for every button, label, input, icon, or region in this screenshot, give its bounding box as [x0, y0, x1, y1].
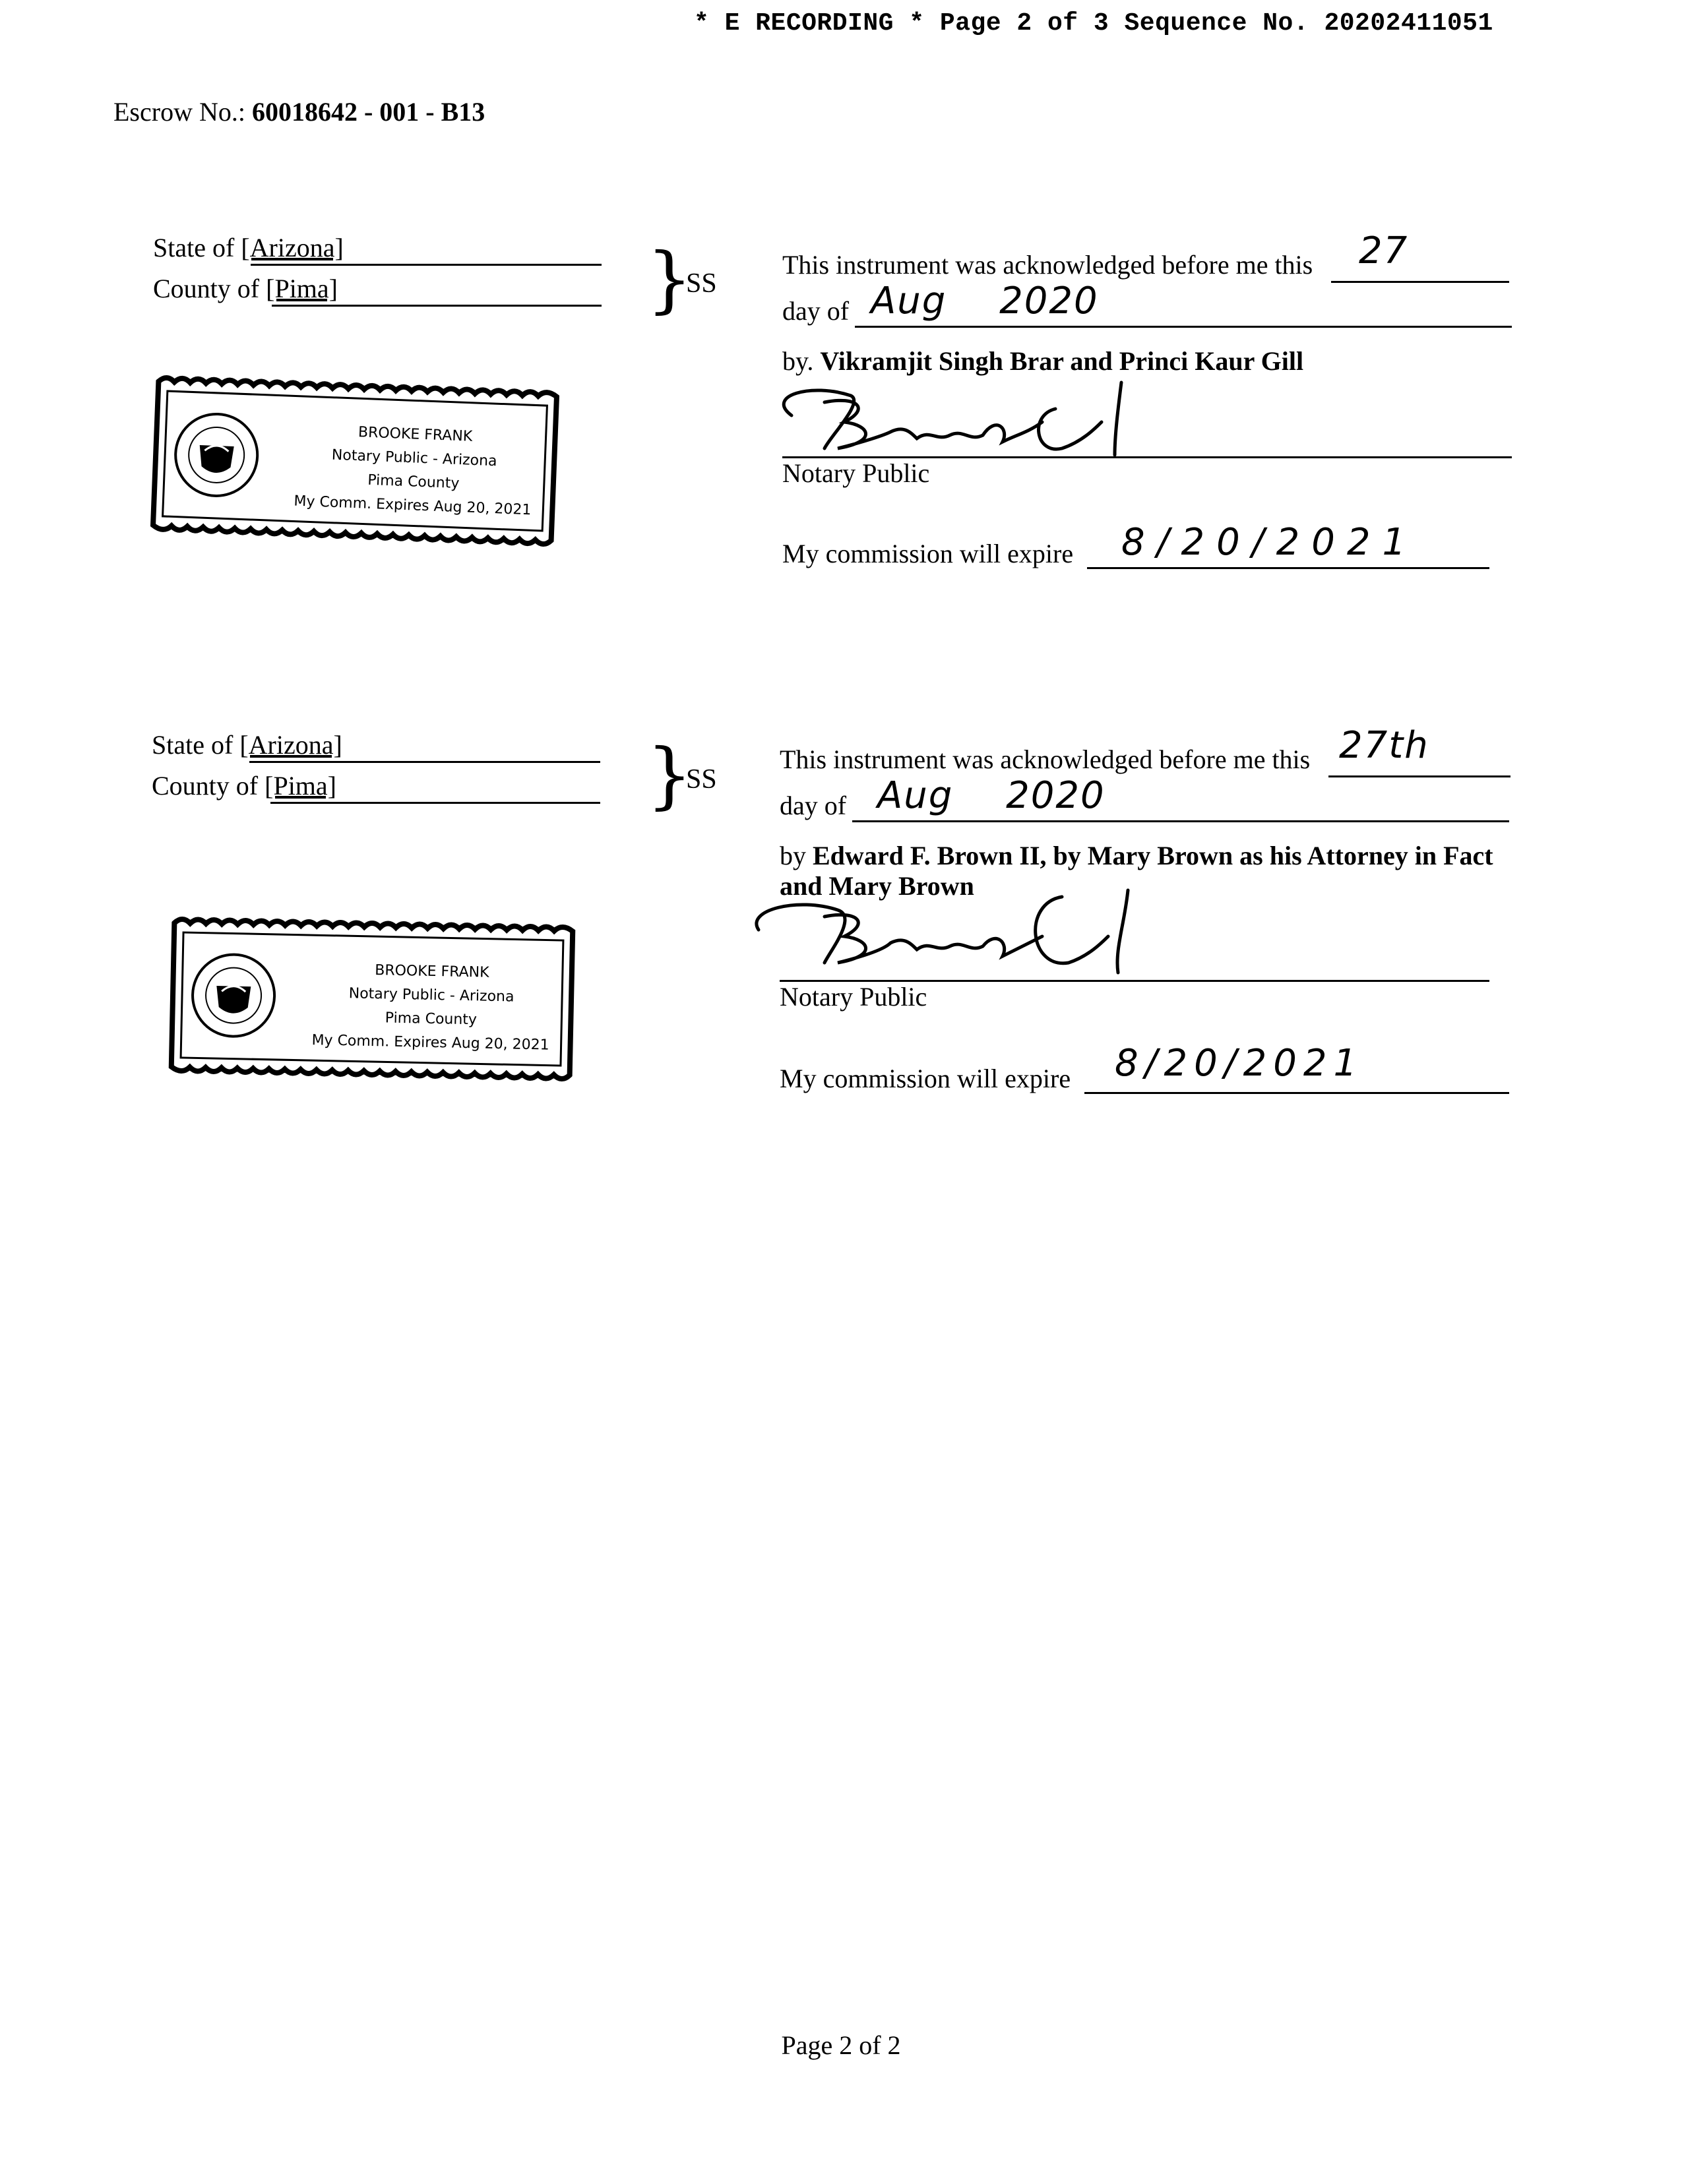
notary-public-label: Notary Public [782, 458, 930, 488]
state-value: [Arizona] [241, 233, 344, 262]
commission-underline [1084, 1092, 1509, 1094]
commission-label: My commission will expire [780, 1064, 1071, 1093]
month-year-underline [852, 820, 1509, 822]
by-names: Vikramjit Singh Brar and Princi Kaur Gill [820, 346, 1304, 376]
brace-symbol: } [646, 733, 693, 817]
county-underline [270, 802, 600, 804]
by-label: by. [782, 346, 814, 376]
state-line [152, 729, 342, 760]
state-underline [251, 264, 602, 266]
recording-header: * E RECORDING * Page 2 of 3 Sequence No. 20202411051 [694, 9, 1493, 38]
county-label: County of [153, 274, 260, 303]
state-line [153, 232, 344, 263]
escrow-label: Escrow No.: [113, 97, 245, 127]
handwritten-commission-date: 8/20/2021 [1121, 521, 1418, 564]
escrow-number: 60018642 - 001 - B13 [251, 97, 485, 127]
handwritten-day: 27th [1339, 724, 1429, 767]
stamp-name: BROOKE FRANK [374, 962, 489, 981]
stamp-title: Notary Public - Arizona [331, 446, 497, 470]
notary-stamp [148, 372, 563, 550]
page-number: Page 2 of 2 [781, 2030, 901, 2060]
instrument-text: This instrument was acknowledged before me this [780, 744, 1311, 774]
stamp-county: Pima County [367, 471, 460, 493]
state-value: [Arizona] [239, 730, 342, 760]
stamp-title: Notary Public - Arizona [348, 985, 514, 1006]
stamp-name: BROOKE FRANK [358, 424, 473, 445]
state-label: State of [153, 233, 235, 262]
day-of-label: day of [782, 296, 850, 326]
notary-signature [745, 877, 1207, 983]
county-label: County of [152, 771, 259, 801]
commission-label: My commission will expire [782, 539, 1074, 568]
handwritten-month-year: Aug 2020 [871, 280, 1099, 322]
ss-label: SS [686, 268, 717, 299]
notary-public-label: Notary Public [780, 982, 927, 1012]
escrow-number-line [113, 96, 485, 127]
handwritten-month-year: Aug 2020 [877, 774, 1106, 817]
county-value: [Pima] [266, 274, 338, 303]
state-underline [249, 761, 600, 763]
state-label: State of [152, 730, 234, 760]
county-line [152, 770, 336, 801]
day-of-label: day of [780, 791, 847, 820]
by-names-continued: and Mary Brown [780, 871, 974, 901]
county-line [153, 273, 338, 304]
by-names: Edward F. Brown II, by Mary Brown as his Attorney in Fact [813, 841, 1493, 870]
ss-label: SS [686, 764, 717, 795]
by-line [780, 840, 1493, 871]
notary-signature [752, 369, 1214, 468]
day-underline [1331, 281, 1509, 283]
commission-underline [1087, 567, 1489, 569]
stamp-county: Pima County [385, 1010, 478, 1029]
brace-symbol: } [646, 237, 693, 321]
stamp-expires: My Comm. Expires Aug 20, 2021 [294, 493, 532, 519]
handwritten-commission-date: 8/20/2021 [1115, 1042, 1364, 1085]
county-underline [272, 305, 602, 307]
stamp-expires: My Comm. Expires Aug 20, 2021 [311, 1032, 549, 1054]
day-underline [1328, 775, 1511, 777]
instrument-text: This instrument was acknowledged before me this [782, 250, 1313, 280]
handwritten-day: 27 [1359, 229, 1409, 272]
notary-stamp [166, 914, 578, 1085]
county-value: [Pima] [265, 771, 336, 801]
month-year-underline [855, 326, 1512, 328]
by-label: by [780, 841, 806, 870]
